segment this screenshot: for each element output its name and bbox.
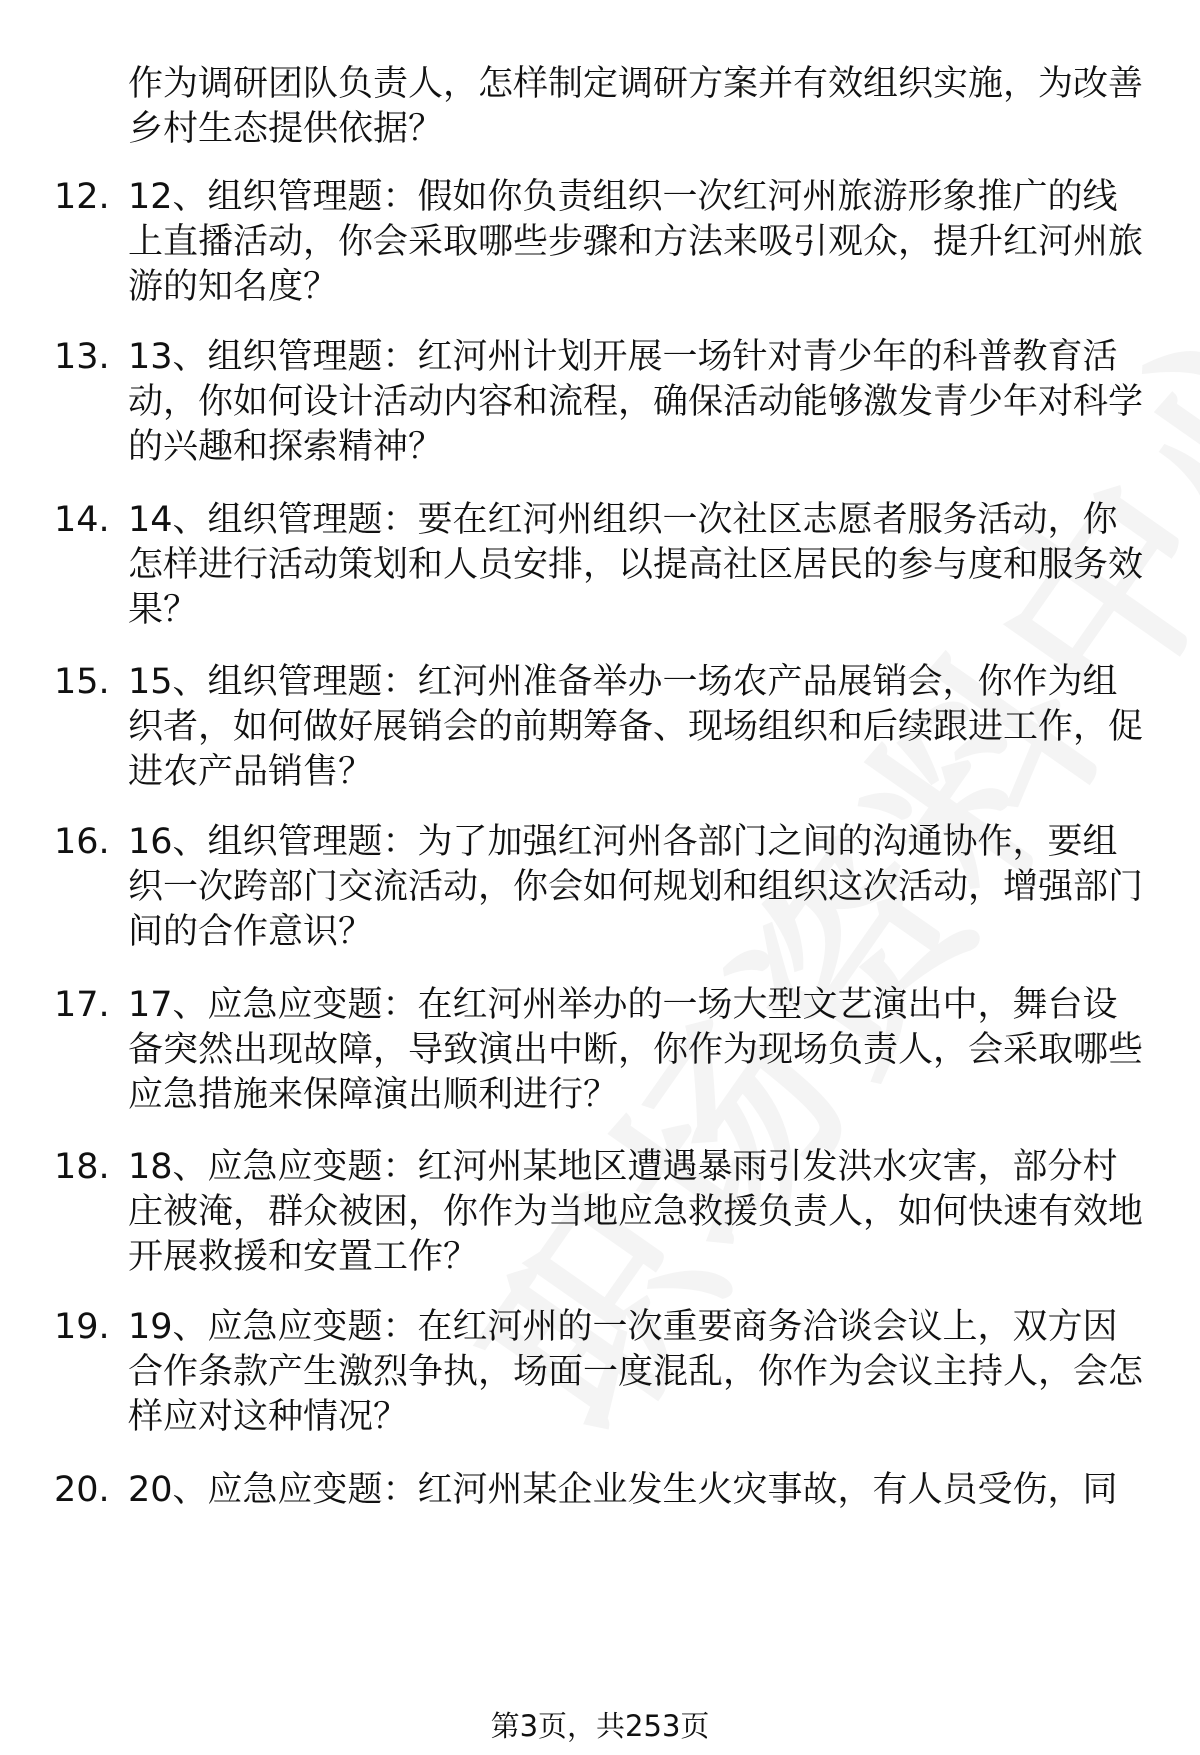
list-item-number: 19. xyxy=(54,1307,110,1347)
list-item-number: 15. xyxy=(54,662,110,702)
list-item-text: 15、组织管理题：红河州准备举办一场农产品展销会，你作为组织者，如何做好展销会的前期筹备、现场组织和后续跟进工作，促进农产品销售？ xyxy=(128,662,1144,792)
list-item-number: 13. xyxy=(54,337,110,377)
list-item-text: 19、应急应变题：在红河州的一次重要商务洽谈会议上，双方因合作条款产生激烈争执，场面一度混乱，你作为会议主持人，会怎样应对这种情况？ xyxy=(128,1307,1144,1437)
list-item-text: 20、应急应变题：红河州某企业发生火灾事故，有人员受伤，同 xyxy=(128,1470,1118,1510)
list-item-number: 12. xyxy=(54,177,110,217)
list-item-number: 17. xyxy=(54,985,110,1025)
lead-paragraph: 作为调研团队负责人，怎样制定调研方案并有效组织实施，为改善乡村生态提供依据？ xyxy=(128,64,1144,149)
list-item-text: 16、组织管理题：为了加强红河州各部门之间的沟通协作，要组织一次跨部门交流活动，你会如何规划和组织这次活动，增强部门间的合作意识？ xyxy=(128,822,1144,952)
list-item-number: 20. xyxy=(54,1470,110,1510)
list-item-number: 18. xyxy=(54,1147,110,1187)
list-item-number: 14. xyxy=(54,500,110,540)
list-item-text: 18、应急应变题：红河州某地区遭遇暴雨引发洪水灾害，部分村庄被淹，群众被困，你作为当地应急救援负责人，如何快速有效地开展救援和安置工作？ xyxy=(128,1147,1144,1277)
page-footer: 第3页，共253页 xyxy=(490,1709,710,1743)
list-item-text: 12、组织管理题：假如你负责组织一次红河州旅游形象推广的线上直播活动，你会采取哪些步骤和方法来吸引观众，提升红河州旅游的知名度？ xyxy=(128,177,1144,307)
list-item-text: 14、组织管理题：要在红河州组织一次社区志愿者服务活动，你怎样进行活动策划和人员安排，以提高社区居民的参与度和服务效果？ xyxy=(128,500,1144,630)
list-item-text: 17、应急应变题：在红河州举办的一场大型文艺演出中，舞台设备突然出现故障，导致演出中断，你作为现场负责人，会采取哪些应急措施来保障演出顺利进行？ xyxy=(128,985,1144,1115)
list-item-text: 13、组织管理题：红河州计划开展一场针对青少年的科普教育活动，你如何设计活动内容和流程，确保活动能够激发青少年对科学的兴趣和探索精神？ xyxy=(128,337,1144,467)
list-item-number: 16. xyxy=(54,822,110,862)
